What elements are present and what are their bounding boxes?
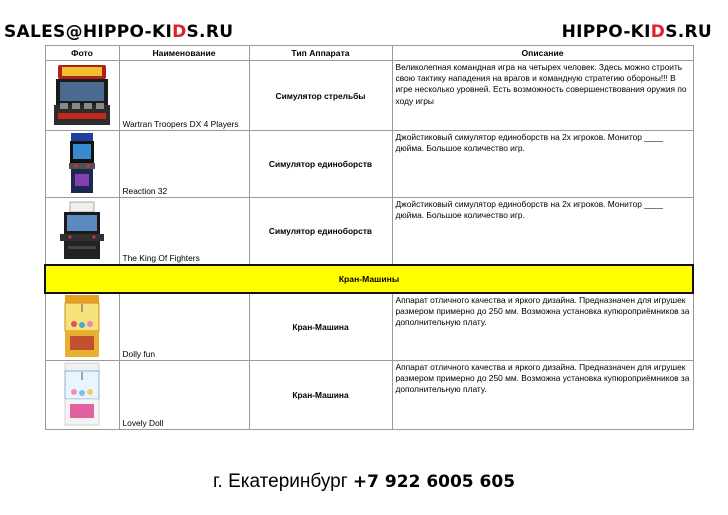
header-email-part2: S.RU [186,22,234,42]
product-description: Аппарат отличного качества и яркого дизайна. Предназначен для игрушек размером примерно до 250 мм. Возможна установка купюроприёмников за дополнительную плату. [392,293,693,361]
header-site[interactable] [562,22,712,42]
claw-machine-icon [62,362,102,426]
product-description: Джойстиковый симулятор единоборств на 2х игроков. Монитор ____ дюйма. Большое количество игр. [392,131,693,198]
column-header-photo: Фото [45,46,119,61]
product-name: Dolly fun [119,293,249,361]
column-header-name: Наименование [119,46,249,61]
photo-cell [45,293,119,361]
header-email[interactable] [4,22,233,42]
product-description: Аппарат отличного качества и яркого дизайна. Предназначен для игрушек размером примерно до 250 мм. Возможна установка купюроприёмников за дополнительную плату. [392,361,693,430]
product-name: Reaction 32 [119,131,249,198]
arcade-shooter-cabinet-icon [52,63,112,127]
table-row [45,61,693,131]
product-name: Lovely Doll [119,361,249,430]
column-header-type: Тип Аппарата [249,46,392,61]
table-row [45,198,693,265]
photo-cell [45,198,119,265]
price-table [44,45,694,430]
table-row [45,131,693,198]
product-type: Кран-Машина [249,361,392,430]
product-type: Симулятор стрельбы [249,61,392,131]
arcade-candy-cabinet-icon [58,200,106,260]
arcade-upright-cabinet-icon [67,132,97,194]
table-row [45,293,693,361]
header-email-part1: SALES@HIPPO-KI [4,22,173,42]
product-description: Великолепная командная игра на четырех человек. Здесь можно строить свою тактику нападения на врагов и командную стратегию обороны!!! В игре несколько уровней. Есть возможность совершенствования оружия по ходу игры [392,61,693,131]
claw-machine-icon [62,294,102,358]
product-name: The King Of Fighters [119,198,249,265]
footer-city: г. Екатеринбург [212,471,348,492]
column-header-description: Описание [392,46,693,61]
footer-contact [0,471,728,493]
product-type: Симулятор единоборств [249,131,392,198]
photo-cell [45,361,119,430]
product-name: Wartran Troopers DX 4 Players [119,61,249,131]
header-email-accent: D [172,22,187,42]
photo-cell [45,61,119,131]
product-description: Джойстиковый симулятор единоборств на 2х игроков. Монитор ____ дюйма. Большое количество игр. [392,198,693,265]
header-site-part1: HIPPO-KI [561,22,651,42]
section-header-row [45,265,693,293]
table-row [45,361,693,430]
footer-phone[interactable]: +7 922 6005 605 [352,472,516,492]
product-type: Кран-Машина [249,293,392,361]
section-title: Кран-Машины [45,265,693,293]
photo-cell [45,131,119,198]
table-header-row [45,46,693,61]
header-site-part2: S.RU [665,22,712,42]
product-type: Симулятор единоборств [249,198,392,265]
header-site-accent: D [650,22,666,42]
